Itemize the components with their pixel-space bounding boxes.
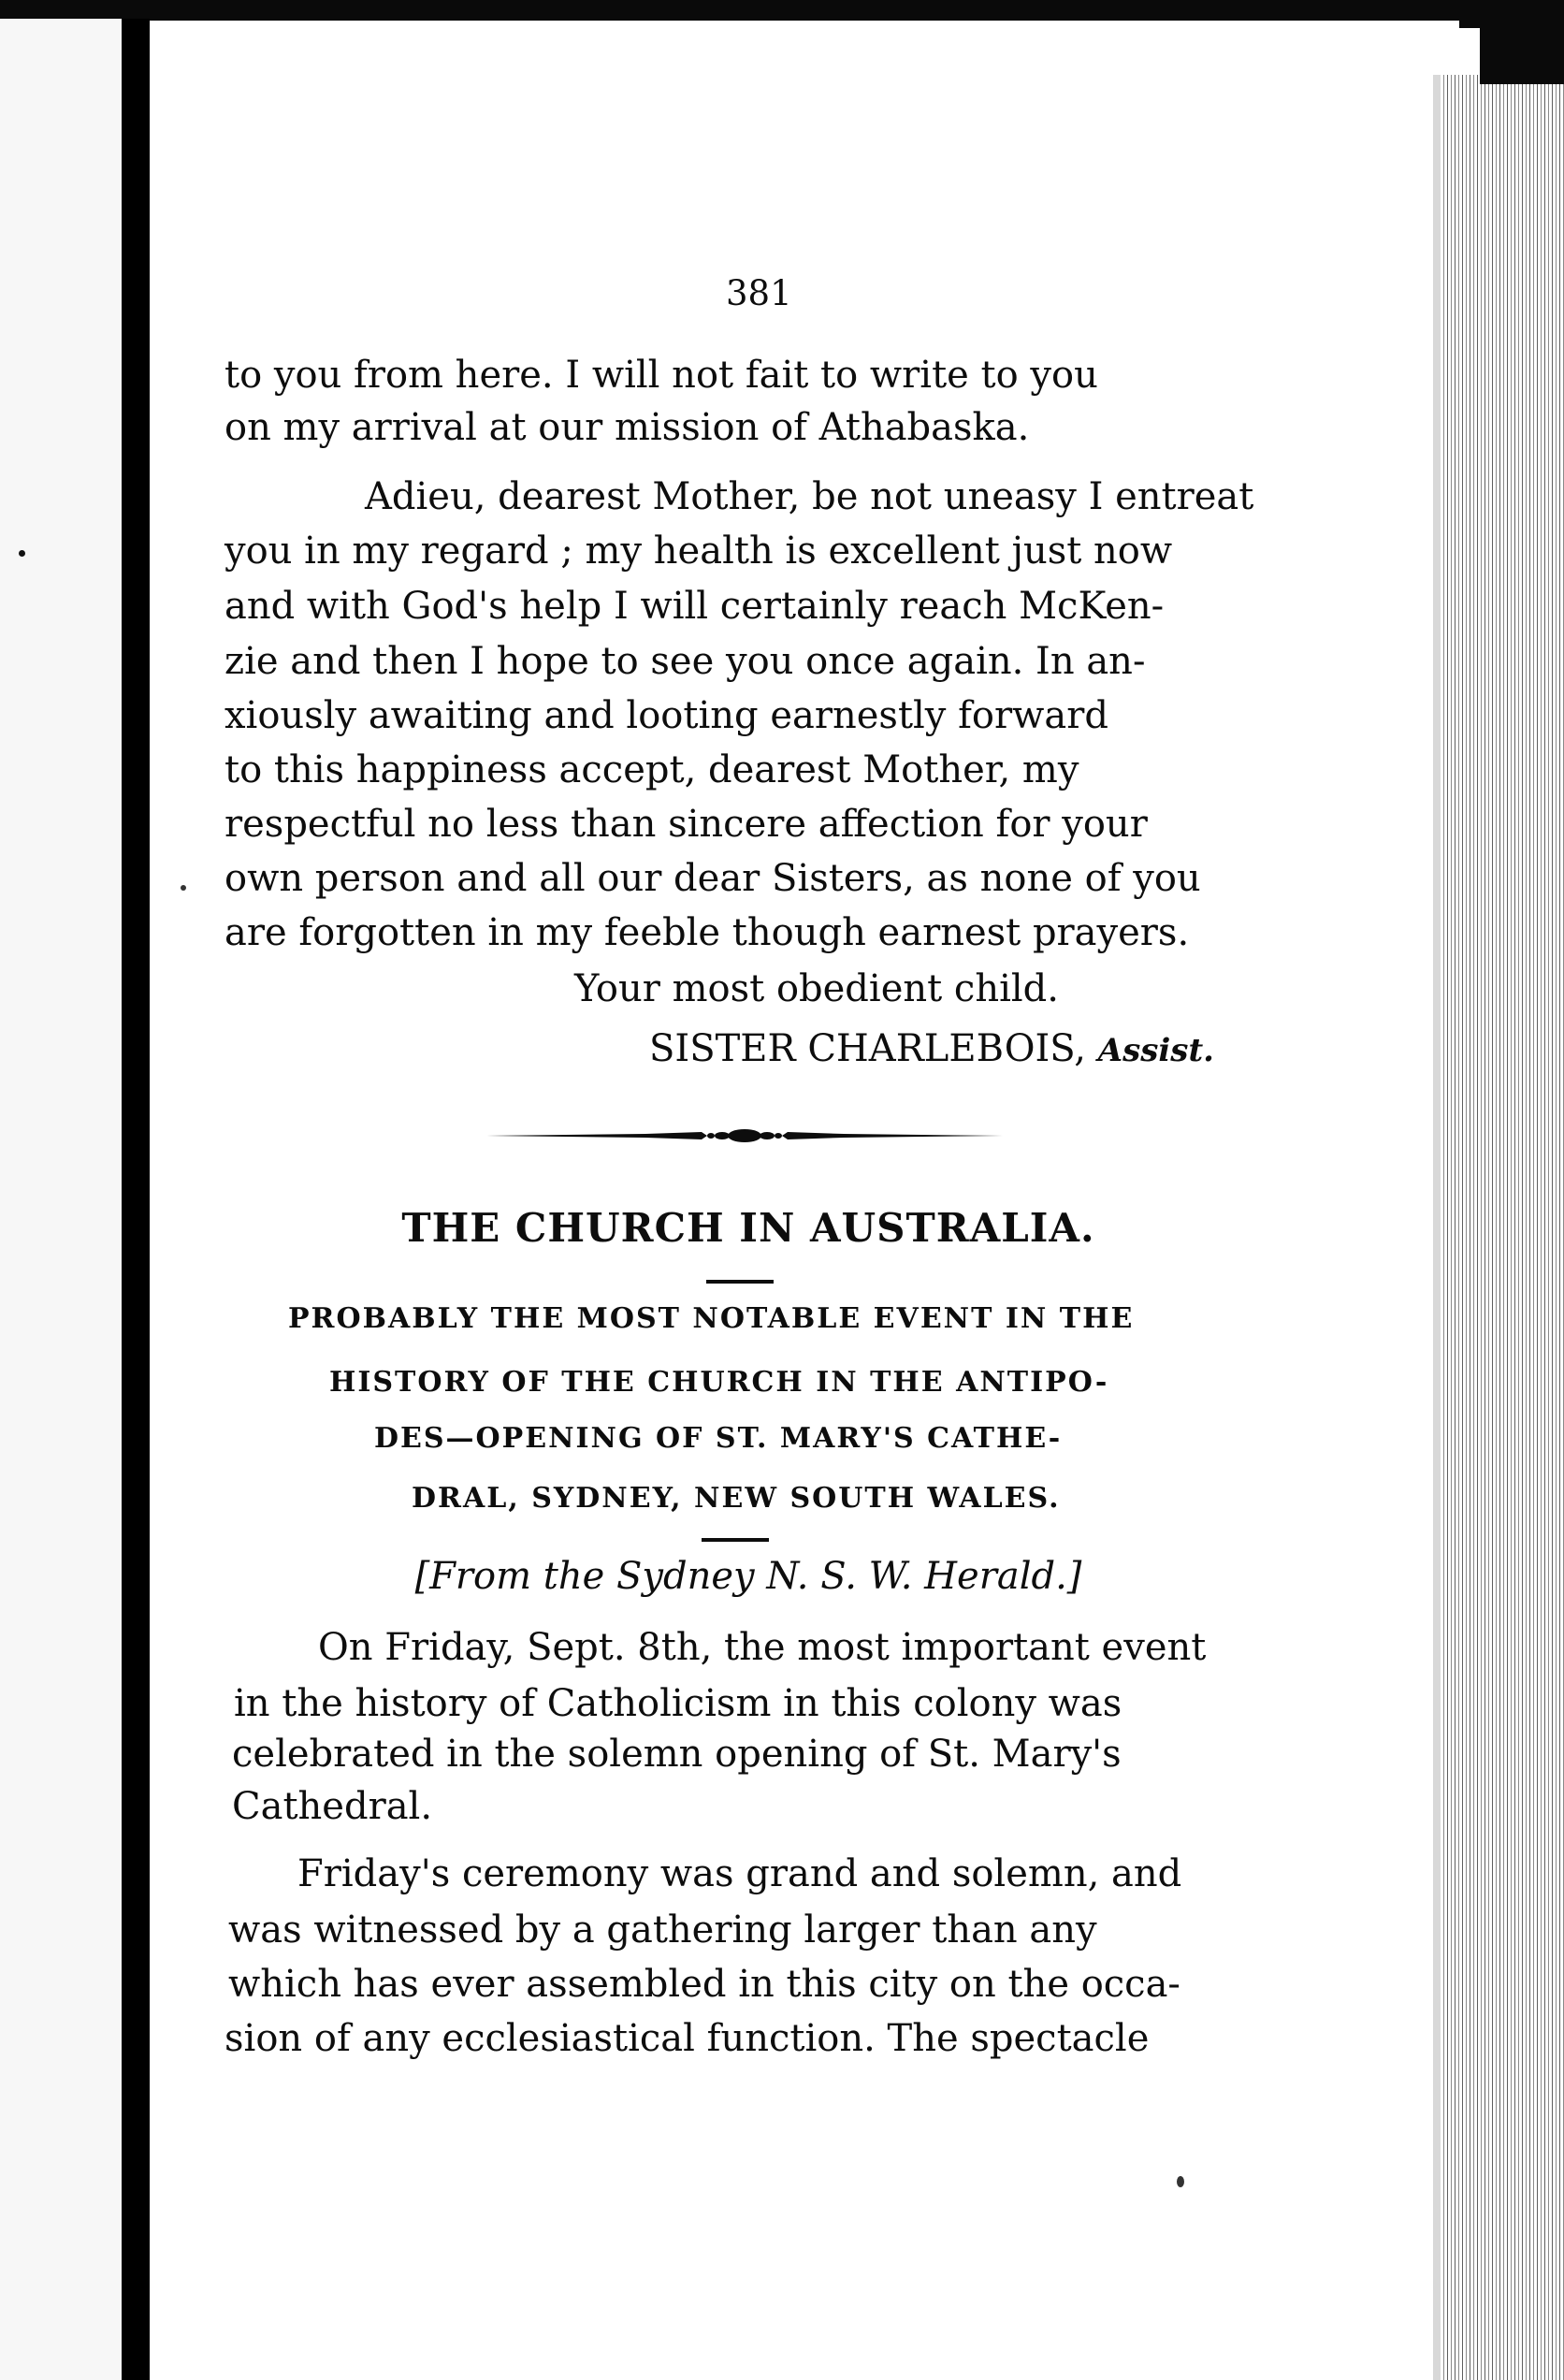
signature-name: SISTER CHARLEBOIS, bbox=[649, 1027, 1086, 1070]
signature-title: Assist. bbox=[1097, 1032, 1214, 1069]
article-subtitle-line: DES—OPENING OF ST. MARY'S CATHE- bbox=[374, 1422, 1063, 1455]
article-line: which has ever assembled in this city on the occa- bbox=[228, 1963, 1180, 2006]
scanner-border-corner bbox=[1480, 0, 1564, 84]
ink-speck bbox=[1177, 2176, 1184, 2187]
letter-line: and with God's help I will certainly reach McKen- bbox=[224, 585, 1165, 628]
article-line: in the history of Catholicism in this colony was bbox=[234, 1682, 1122, 1725]
letter-line: you in my regard ; my health is excellent just now bbox=[224, 530, 1173, 573]
letter-line: on my arrival at our mission of Athabaska. bbox=[224, 406, 1030, 449]
article-line: celebrated in the solemn opening of St. Mary's bbox=[232, 1733, 1122, 1776]
letter-line: Adieu, dearest Mother, be not uneasy I entreat bbox=[365, 475, 1254, 518]
book-spine bbox=[122, 19, 150, 2380]
previous-page-edge bbox=[0, 19, 122, 2380]
article-line: was witnessed by a gathering larger than any bbox=[228, 1908, 1097, 1952]
letter-line: own person and all our dear Sisters, as none of you bbox=[224, 857, 1201, 900]
article-subtitle-line: PROBABLY THE MOST NOTABLE EVENT IN THE bbox=[288, 1302, 1135, 1335]
letter-line: are forgotten in my feeble though earnest prayers. bbox=[224, 911, 1190, 954]
title-rule bbox=[706, 1280, 774, 1284]
letter-line: xiously awaiting and looting earnestly forward bbox=[224, 694, 1108, 737]
subtitle-rule bbox=[702, 1538, 769, 1542]
ink-speck bbox=[19, 550, 25, 557]
article-line: Cathedral. bbox=[232, 1785, 433, 1828]
page-edges-stack bbox=[1441, 75, 1564, 2380]
ornamental-divider bbox=[486, 1125, 1003, 1147]
letter-signature bbox=[649, 1027, 1214, 1070]
article-subtitle-line: HISTORY OF THE CHURCH IN THE ANTIPO- bbox=[329, 1366, 1109, 1399]
article-line: sion of any ecclesiastical function. The spectacle bbox=[224, 2017, 1150, 2060]
letter-line: zie and then I hope to see you once again. In an- bbox=[224, 640, 1146, 683]
letter-line: to you from here. I will not fait to write to you bbox=[224, 354, 1098, 397]
article-line: On Friday, Sept. 8th, the most important event bbox=[318, 1626, 1207, 1669]
article-title: THE CHURCH IN AUSTRALIA. bbox=[401, 1205, 1095, 1251]
article-line: Friday's ceremony was grand and solemn, and bbox=[297, 1852, 1182, 1895]
article-source: [From the Sydney N. S. W. Herald.] bbox=[414, 1555, 1082, 1598]
page-number: 381 bbox=[726, 273, 792, 313]
article-subtitle-line: DRAL, SYDNEY, NEW SOUTH WALES. bbox=[412, 1482, 1061, 1515]
letter-line: respectful no less than sincere affection for your bbox=[224, 803, 1148, 846]
letter-line: to this happiness accept, dearest Mother, my bbox=[224, 748, 1079, 791]
ink-speck bbox=[181, 885, 186, 891]
letter-closing: Your most obedient child. bbox=[574, 967, 1059, 1010]
